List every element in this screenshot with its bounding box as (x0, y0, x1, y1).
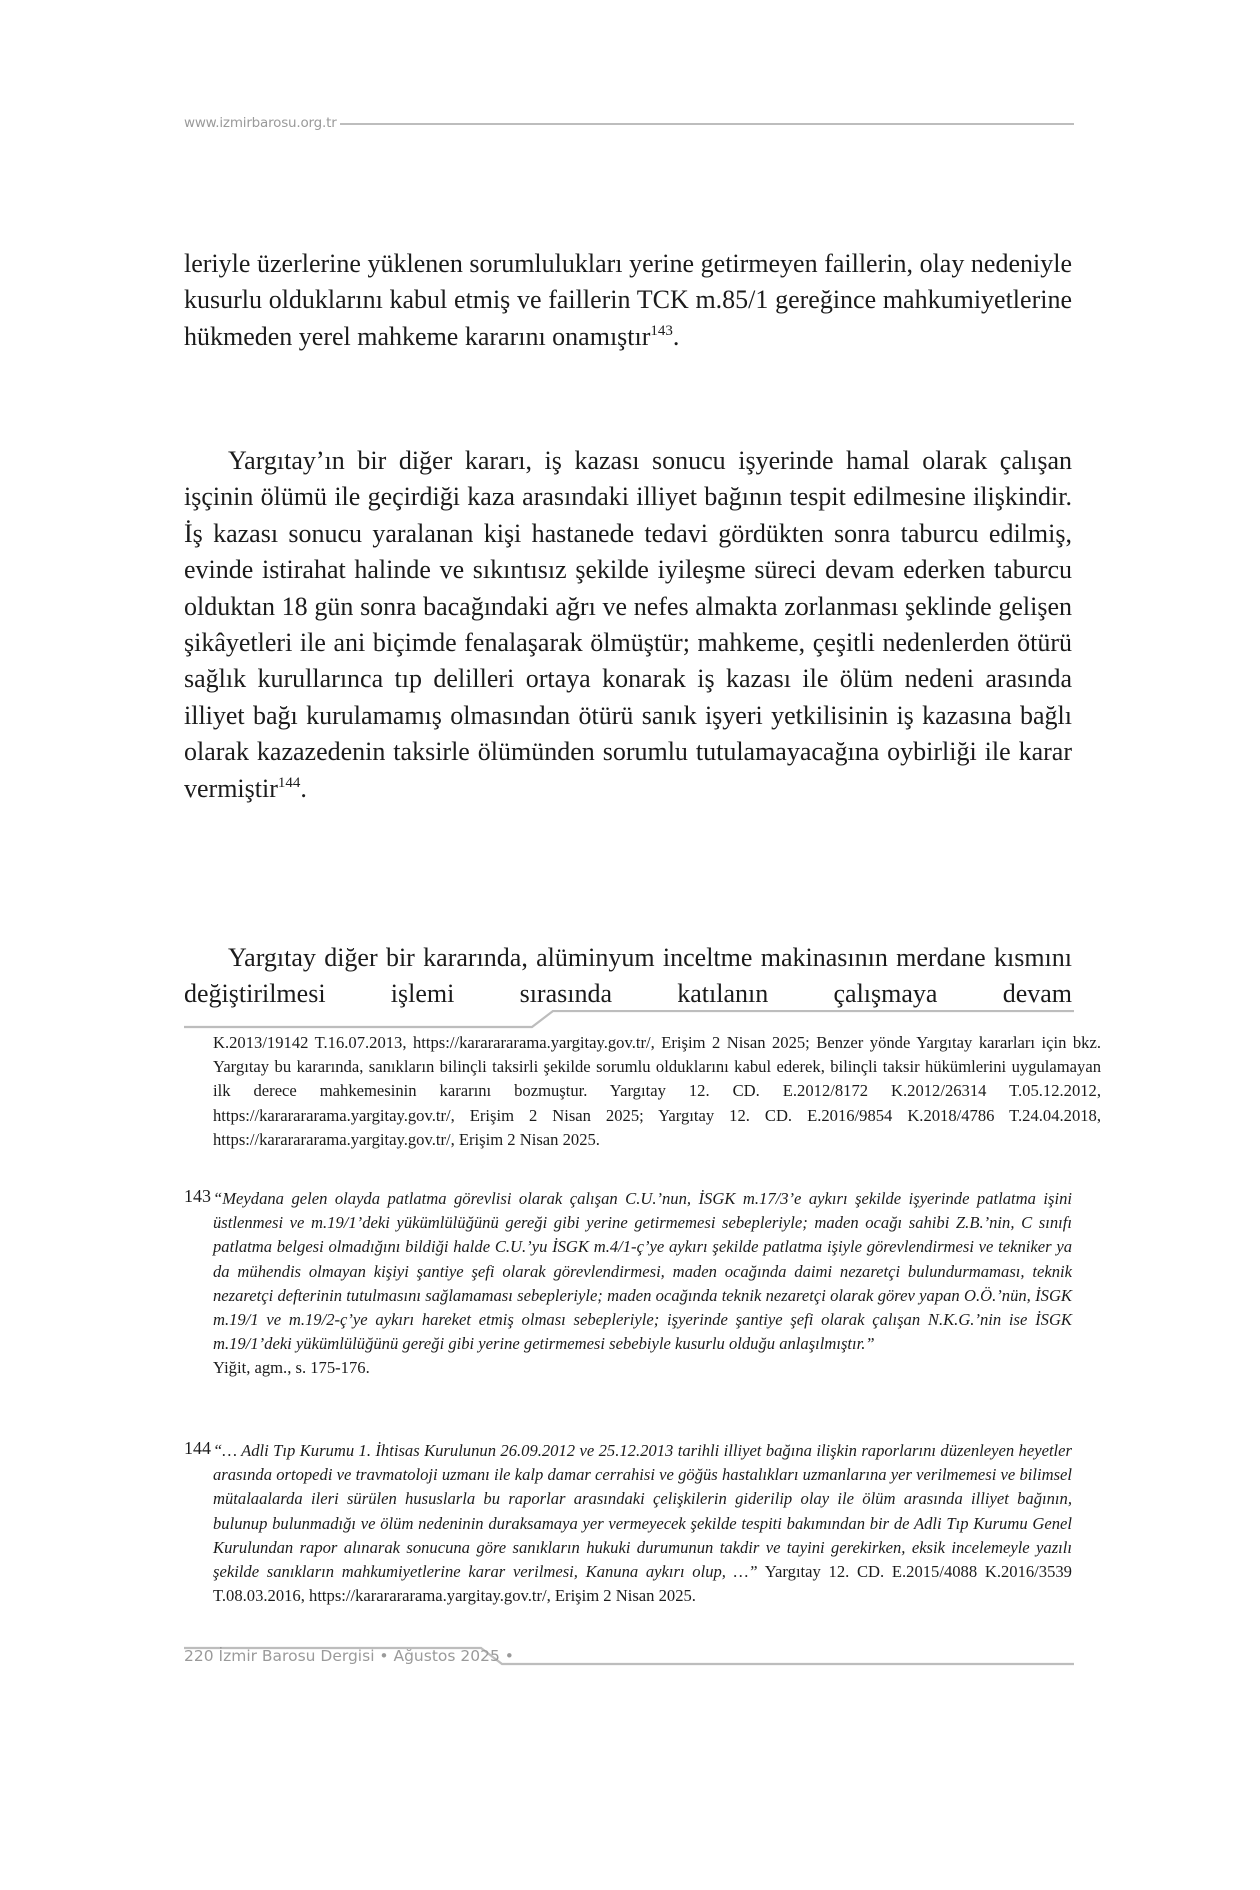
page-header (184, 113, 1074, 133)
paragraph-text: Yargıtay diğer bir kararında, alüminyum inceltme makinasının merdane kısmını değiştirilmesi işlemi sırasında katılanın çalışmaya devam (184, 943, 1072, 1009)
footnote-143 (184, 1187, 1072, 1381)
footnote-citation: Yargıtay 12. CD. E.2015/4088 K.2016/3539 T.08.03.2016, https://kararararama.yargitay.gov.tr/, Erişim 2 Nisan 2025. (213, 1562, 1072, 1606)
paragraph-text: Yargıtay’ın bir diğer kararı, iş kazası sonucu işyerinde hamal olarak çalışan işçinin ölümü ile geçirdiği kaza arasındaki illiyet bağının tespit edilmesine ilişkindir. İş kazası sonucu yaralanan kişi hastanede tedavi gördükten sonra taburcu edilmiş, evinde istirahat halinde ve sıkıntısız şekilde iyileşme süreci devam ederken taburcu olduktan 18 gün sonra bacağındaki ağrı ve nefes almakta zorlanması şeklinde gelişen şikâyetleri ile ani biçimde fenalaşarak ölmüştür; mahkeme, çeşitli nedenlerden ötürü sağlık kurullarınca tıp delilleri ortaya konarak iş kazası ile ölüm nedeni arasında illiyet bağı kurulamamış olmasından ötürü sanık işyeri yetkilisinin iş kazasına bağlı olarak kazazedenin taksirle ölümünden sorumlu tutulamayacağına oybirliği ile karar vermiştir (184, 446, 1072, 803)
footnote-number: 144 (184, 1438, 211, 1458)
footnote-continuation (184, 1031, 1101, 1152)
footnote-quote: “Meydana gelen olayda patlatma görevlisi olarak çalışan C.U.’nun, İSGK m.17/3’e aykırı şekilde işyerinde patlatma işini üstlenmesi ve m.19/1’deki yükümlülüğünü gereği gibi yerine getirmemesi sebepleriyle; maden ocağı sahibi Z.B.’nin, C sınıfı patlatma belgesi olmadığını bildiği halde C.U.’yu İSGK m.4/1-ç’ye aykırı şekilde patlatma işiyle görevlendirmesi ve tekniker ya da mühendis olmayan kişiyi şantiye şefi olarak görevlendirmesi, maden ocağında daimi nezaretçi bulundurmaması, teknik nezaretçi defterinin tutulmasını sağlamaması sebepleriyle; maden ocağında teknik nezaretçi olarak görev yapan O.Ö.’nün, İSGK m.19/1 ve m.19/2-ç’ye aykırı hareket etmiş olması sebepleriyle; işyerinde şantiye şefi olarak çalışan N.K.G.’nin ise İSGK m.19/1’deki yükümlülüğünü gereği gibi yerine getirmemesi sebebiyle kusurlu olduğu anlaşılmıştır.” (213, 1189, 1072, 1354)
body-paragraph-1 (184, 246, 1072, 355)
paragraph-end: . (300, 773, 307, 803)
footnote-citation: Yiğit, agm., s. 175-176. (213, 1358, 370, 1378)
header-rule (340, 123, 1074, 125)
header-url[interactable]: www.izmirbarosu.org.tr (184, 115, 337, 131)
page-footer (184, 1640, 1074, 1670)
footnote-ref-144[interactable]: 144 (277, 774, 301, 791)
paragraph-text: leriyle üzerlerine yüklenen sorumlulukları yerine getirmeyen faillerin, olay nedeniyle kusurlu olduklarını kabul etmiş ve faillerin TCK m.85/1 gereğince mahkumiyetlerine hükmeden yerel mahkeme kararını onamıştır (184, 249, 1072, 351)
footnote-quote: “… Adli Tıp Kurumu 1. İhtisas Kurulunun 26.09.2012 ve 25.12.2013 tarihli illiyet bağına ilişkin raporlarını düzenleyen heyetler arasında ortopedi ve travmatoloji uzmanı ile kalp damar cerrahisi ve göğüs hastalıkları uzmanlarına yer verilmemesi ve bilimsel mütalaalarda ileri sürülen hususlarla bu raporlar arasındaki çelişkilerin giderilip olay ile ölüm arasında illiyet bağının, bulunup bulunmadığı ve ölüm nedeninin duraksamaya yer vermeyecek şekilde tespiti bakımından bir de Adli Tıp Kurumu Genel Kurulundan rapor alınarak sonucuna göre sanıkların hukuki durumunun takdir ve tayini gerekirken, eksik incelemeyle yazılı şekilde sanıkların mahkumiyetlerine karar verilmesi, Kanuna aykırı olup, …” (213, 1441, 1072, 1582)
footnote-text: K.2013/19142 T.16.07.2013, https://kararararama.yargitay.gov.tr/, Erişim 2 Nisan 2025; Benzer yönde Yargıtay kararları için bkz. Yargıtay bu kararında, sanıkların bilinçli taksirli şekilde sorumlu olduklarını kabul ederek, bilinçli taksir hükümlerini uygulamayan ilk derece mahkemesinin kararını bozmuştur. Yargıtay 12. CD. E.2012/8172 K.2012/26314 T.05.12.2012, https://kararararama.yargitay.gov.tr/, Erişim 2 Nisan 2025; Yargıtay 12. CD. E.2016/9854 K.2018/4786 T.24.04.2018, https://kararararama.yargitay.gov.tr/, Erişim 2 Nisan 2025. (213, 1033, 1101, 1149)
footnote-ref-143[interactable]: 143 (650, 322, 673, 339)
footnote-number: 143 (184, 1186, 211, 1206)
paragraph-end: . (672, 321, 680, 351)
footnote-144 (184, 1439, 1072, 1608)
body-paragraph-3 (184, 940, 1072, 1013)
body-paragraph-2 (184, 443, 1072, 807)
footer-journal-info: 220 İzmir Barosu Dergisi • Ağustos 2025 • (184, 1647, 514, 1665)
